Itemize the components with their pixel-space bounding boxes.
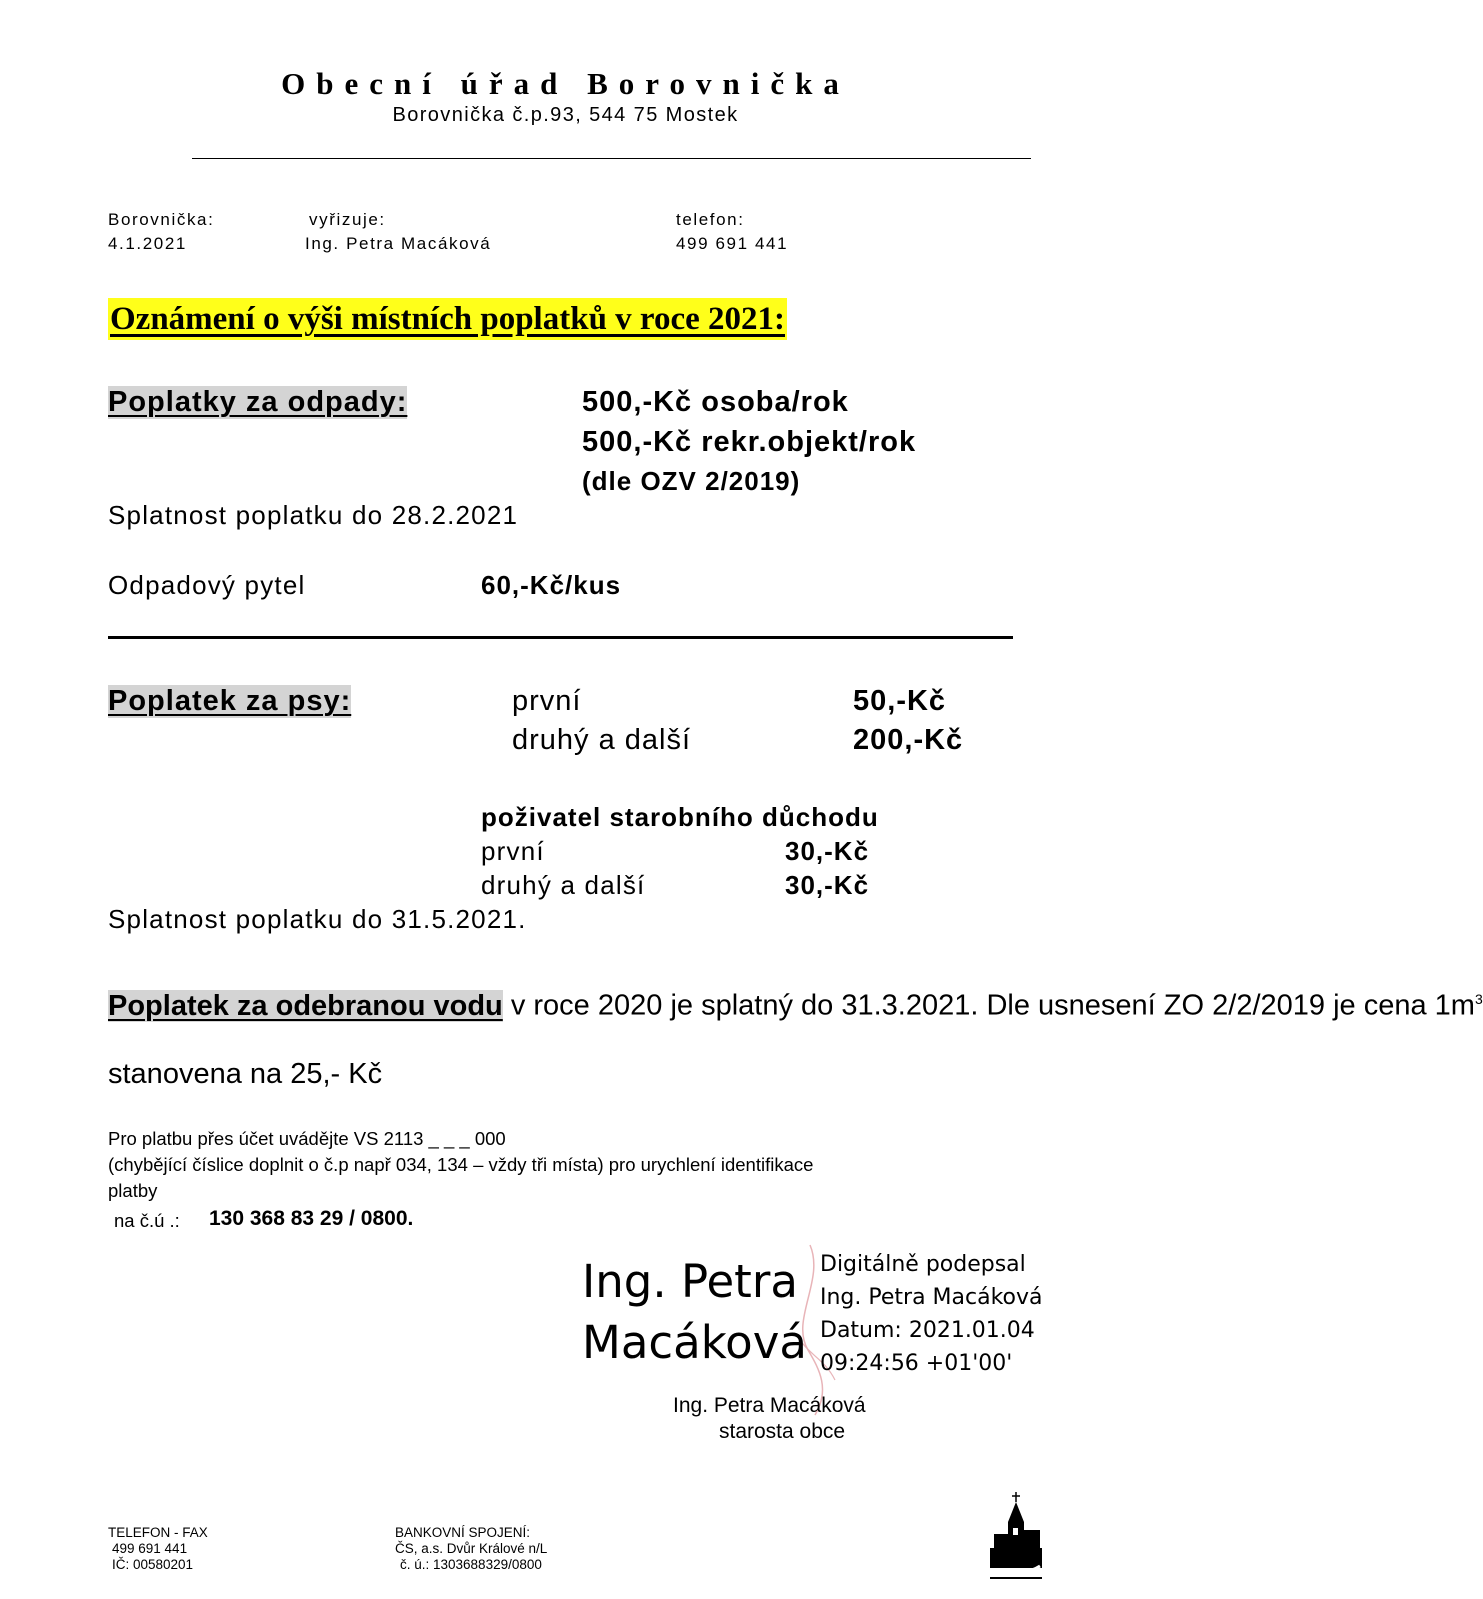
footer-bank-heading: BANKOVNÍ SPOJENÍ: [395,1525,531,1540]
bag-price: 60,-Kč/kus [481,570,622,600]
water-text-3: stanovena na 25,- Kč [108,1058,383,1090]
footer-phone-heading: TELEFON - FAX [108,1525,208,1540]
account-number: 130 368 83 29 / 0800. [209,1207,414,1230]
page-title: Oznámení o výši místních poplatků v roce 2021: [108,298,787,340]
section-divider [108,636,1013,639]
dogs-first-label: první [512,685,582,717]
account-prefix: na č.ú .: [114,1210,180,1231]
footer-phone: 499 691 441 [112,1541,188,1556]
office-name: Obecní úřad Borovnička [281,66,850,101]
bag-label: Odpadový pytel [108,570,306,600]
dogs-heading: Poplatek za psy: [108,685,352,717]
handler-name: Ing. Petra Macáková [305,234,492,253]
pensioner-heading: poživatel starobního důchodu [481,802,879,832]
payment-line-2: (chybějící číslice doplnit o č.p např 034, 134 – vždy tři místa) pro urychlení identifikace [108,1154,814,1175]
pensioner-second-price: 30,-Kč [785,870,870,900]
waste-heading: Poplatky za odpady: [108,386,408,418]
phone-value: 499 691 441 [676,234,789,253]
signature-info-2: Ing. Petra Macáková [820,1285,1043,1310]
handler-label: vyřizuje: [309,210,386,229]
signer-name: Ing. Petra Macáková [673,1394,866,1417]
waste-fee-person: 500,-Kč osoba/rok [582,386,849,418]
dogs-second-label: druhý a další [512,724,692,756]
footer-bank-name: ČS, a.s. Dvůr Králové n/L [395,1541,548,1556]
water-paragraph [108,980,1483,1026]
waste-regulation: (dle OZV 2/2019) [582,466,801,496]
dogs-first-price: 50,-Kč [853,685,947,717]
waste-fee-object: 500,-Kč rekr.objekt/rok [582,426,917,458]
footer-ico: IČ: 00580201 [112,1557,194,1572]
pensioner-second-label: druhý a další [481,870,646,900]
pensioner-first-price: 30,-Kč [785,836,870,866]
signature-info-1: Digitálně podepsal [820,1252,1026,1277]
water-sup: 3 [1474,991,1483,1007]
place-label: Borovnička: [108,210,215,229]
payment-line-3: platby [108,1180,158,1201]
signature-name-line-2: Macáková [582,1316,807,1369]
signature-info-3: Datum: 2021.01.04 [820,1318,1035,1343]
pensioner-first-label: první [481,836,545,866]
date-value: 4.1.2021 [108,234,187,253]
water-text-1: v roce 2020 je splatný do [510,989,834,1022]
dogs-due: Splatnost poplatku do 31.5.2021. [108,904,527,934]
phone-label: telefon: [676,210,745,229]
footer-bank-account: č. ú.: 1303688329/0800 [400,1557,542,1572]
church-emblem-icon [988,1490,1044,1580]
payment-line-1: Pro platbu přes účet uvádějte VS 2113 _ _ _ 000 [108,1128,506,1149]
dogs-second-price: 200,-Kč [853,724,964,756]
signature-name-line-1: Ing. Petra [582,1255,798,1308]
waste-due: Splatnost poplatku do 28.2.2021 [108,500,519,530]
signer-role: starosta obce [719,1420,846,1443]
water-text-2: 31.3.2021. Dle usnesení ZO 2/2/2019 je cena 1m [841,989,1475,1022]
header-divider [192,158,1031,159]
signature-info-4: 09:24:56 +01'00' [820,1351,1013,1376]
water-heading: Poplatek za odebranou vodu [108,989,503,1022]
office-address: Borovnička č.p.93, 544 75 Mostek [392,104,739,126]
